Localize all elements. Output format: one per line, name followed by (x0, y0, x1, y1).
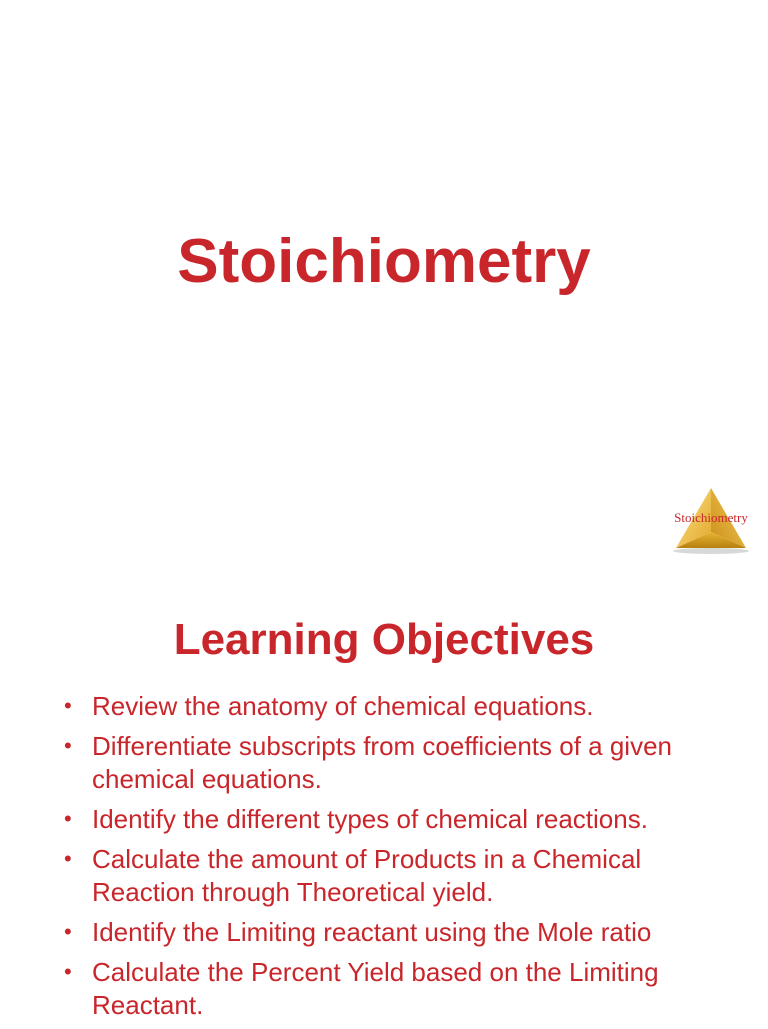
bullet-icon: • (64, 733, 72, 758)
bullet-icon: • (64, 846, 72, 871)
slide-title: Stoichiometry (177, 227, 591, 296)
objective-item (62, 803, 742, 836)
objective-text: Calculate the amount of Products in a Chemical Reaction through Theoretical yield. (92, 844, 642, 907)
objective-item (62, 916, 742, 949)
objective-item (62, 730, 742, 796)
objective-text: Identify the different types of chemical reactions. (92, 804, 648, 834)
bullet-icon: • (64, 806, 72, 831)
objective-text: Identify the Limiting reactant using the Mole ratio (92, 917, 652, 947)
bullet-icon: • (64, 959, 72, 984)
objective-item (62, 690, 742, 723)
objective-text: Calculate the Percent Yield based on the Limiting Reactant. (92, 957, 659, 1020)
bullet-icon: • (64, 919, 72, 944)
stoichiometry-logo (664, 486, 758, 556)
bullet-icon: • (64, 693, 72, 718)
logo-label: Stoichiometry (674, 510, 748, 525)
objective-item (62, 956, 742, 1022)
objectives-title: Learning Objectives (173, 615, 595, 664)
objectives-slide (0, 576, 768, 1024)
objective-item (62, 843, 742, 909)
objective-text: Differentiate subscripts from coefficients of a given chemical equations. (92, 731, 672, 794)
objectives-list (62, 690, 742, 1029)
objective-text: Review the anatomy of chemical equations. (92, 691, 594, 721)
